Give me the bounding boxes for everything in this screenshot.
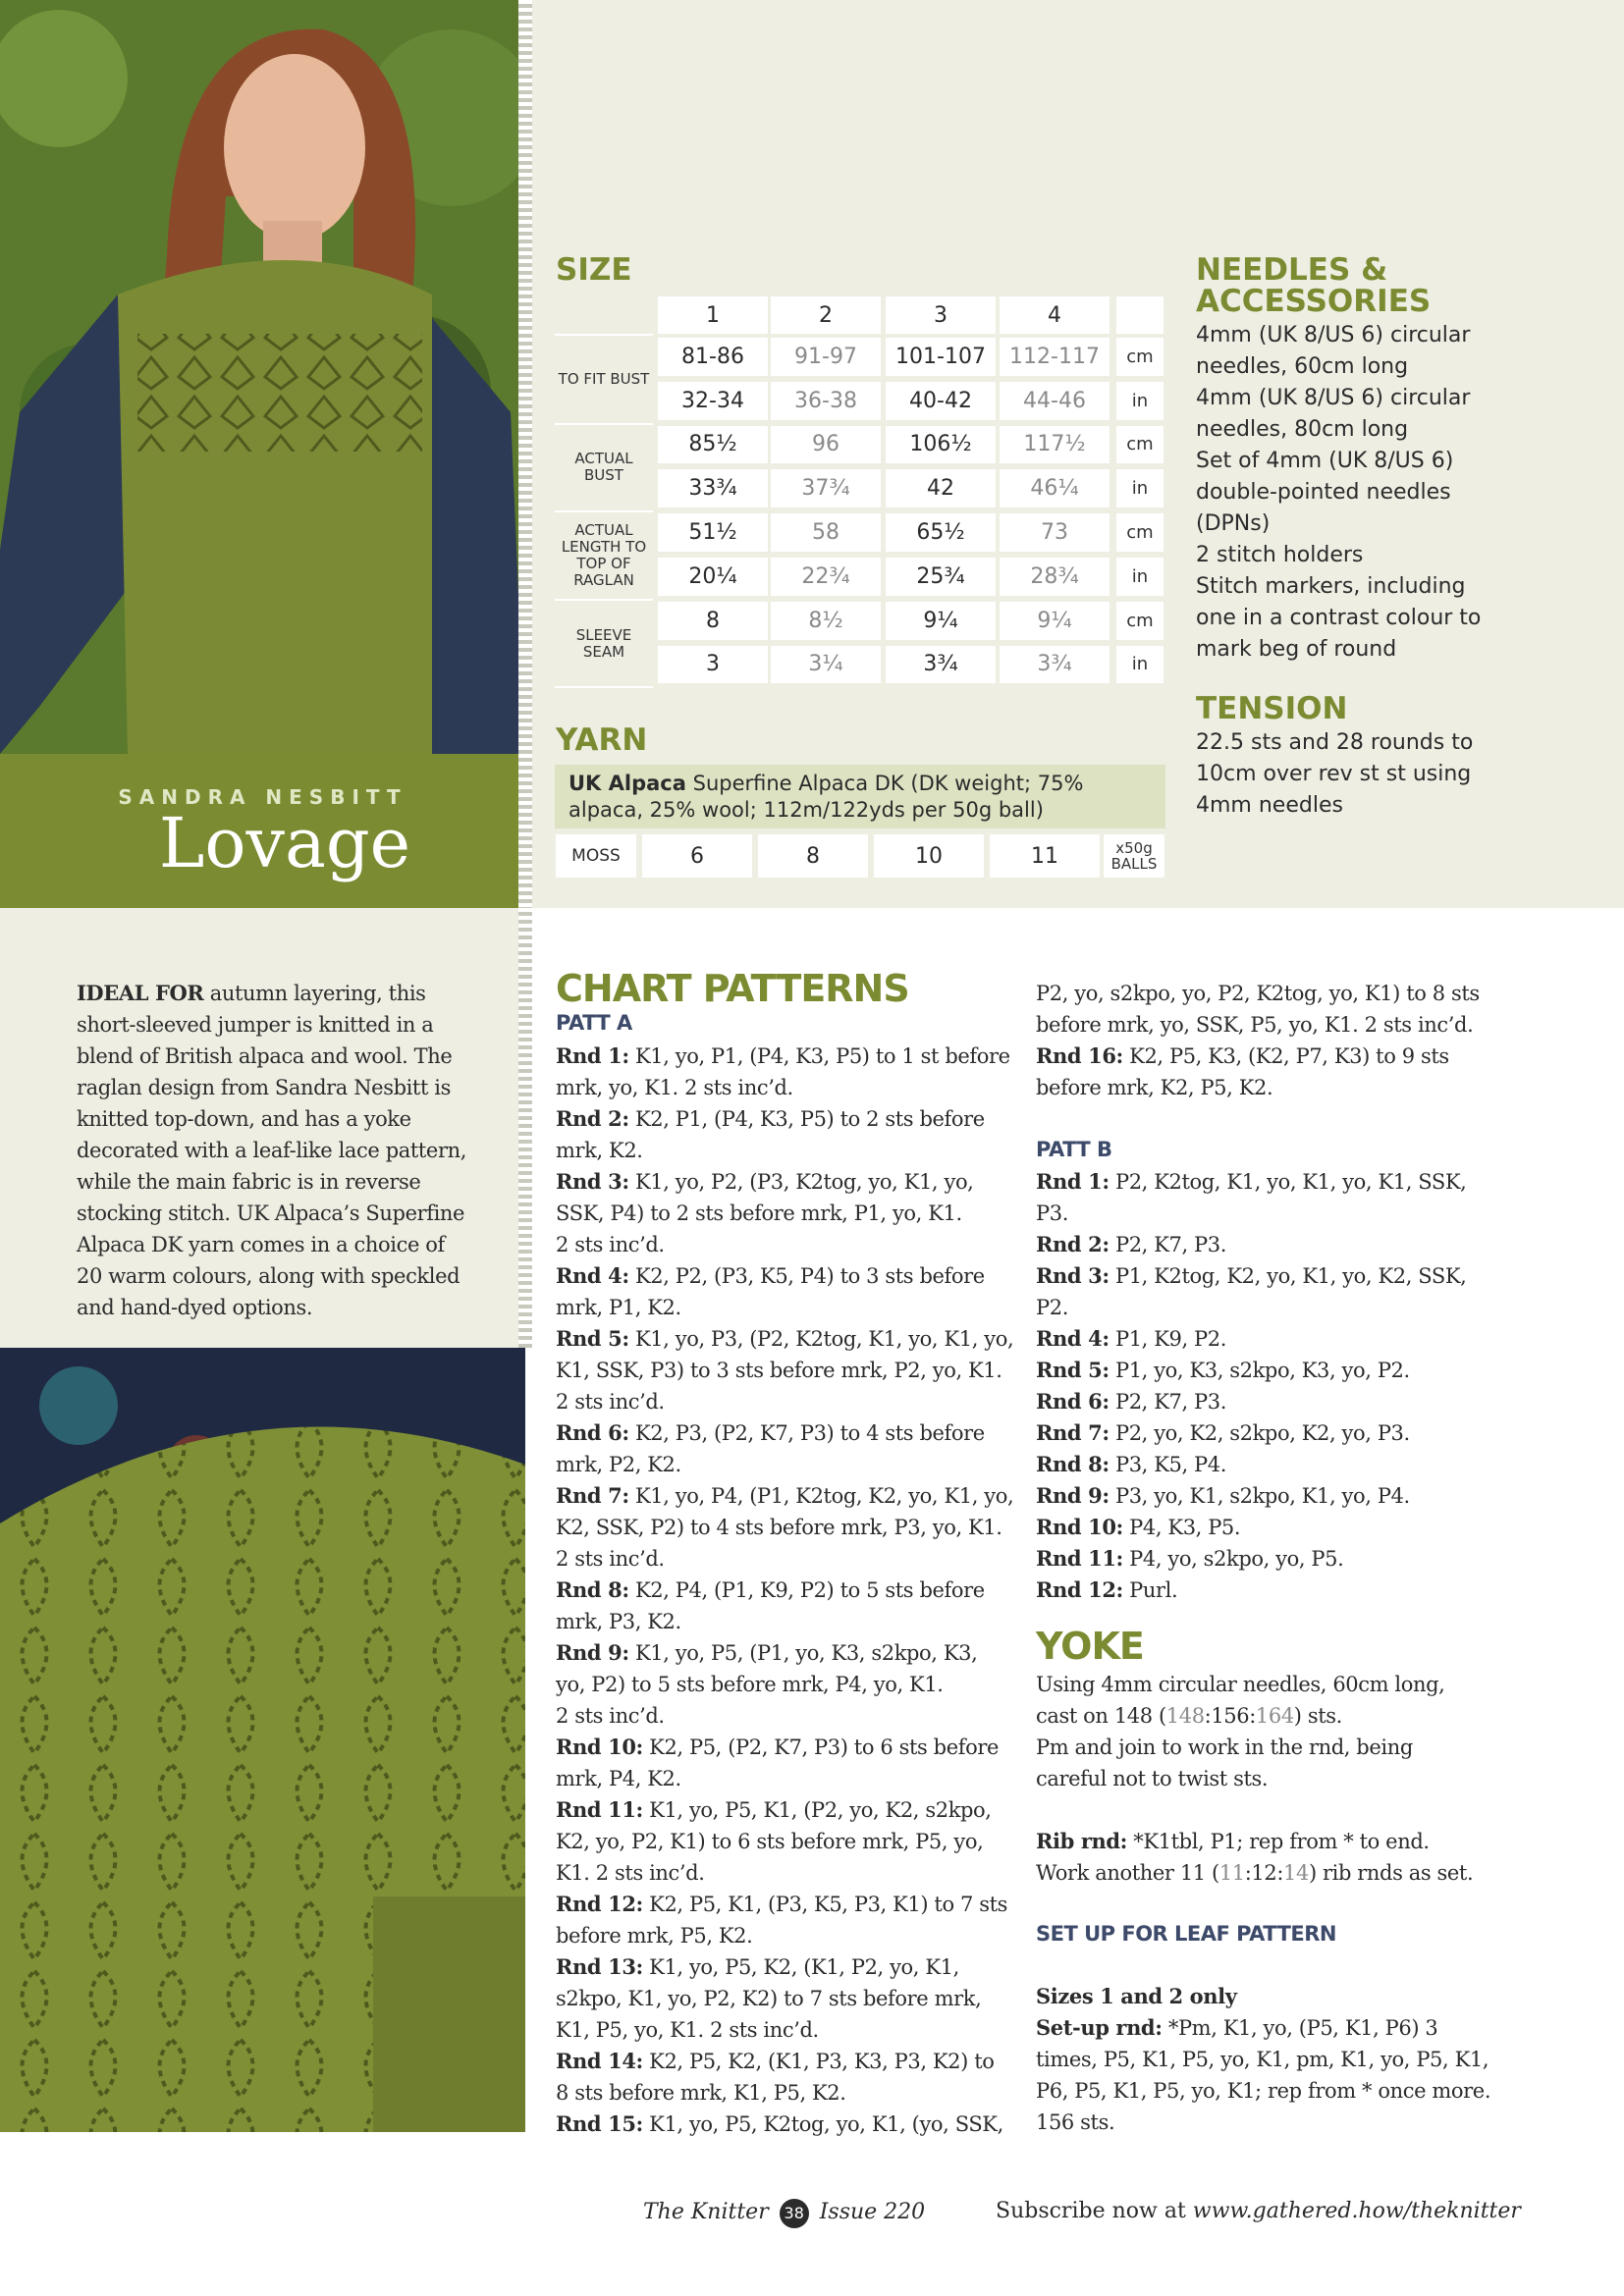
size-row-divider <box>555 334 653 336</box>
instruction-line: Rnd 12: K2, P5, K1, (P3, K5, P3, K1) to 7 sts <box>556 1892 1007 1916</box>
detail-photo-illustration <box>0 1347 525 2132</box>
size-unit: cm <box>1116 513 1164 552</box>
instruction-line: Rnd 5: P1, yo, K3, s2kpo, K3, yo, P2. <box>1036 1358 1410 1382</box>
needles-line: 4mm (UK 8/US 6) circular <box>1196 386 1471 410</box>
instruction-line: Rnd 9: P3, yo, K1, s2kpo, K1, yo, P4. <box>1036 1483 1410 1508</box>
instruction-line: before mrk, yo, SSK, P5, yo, K1. 2 sts inc’d. <box>1036 1013 1474 1037</box>
needles-line: Set of 4mm (UK 8/US 6) <box>1196 449 1454 473</box>
footer-magazine: The Knitter 38 Issue 220 <box>643 2199 925 2228</box>
instruction-line: Rnd 2: P2, K7, P3. <box>1036 1232 1226 1256</box>
intro-line: raglan design from Sandra Nesbitt is <box>77 1076 451 1099</box>
size-value: 3 <box>658 646 768 684</box>
size-row-divider <box>555 423 653 425</box>
size-value: 65½ <box>886 513 996 552</box>
size-value: 51½ <box>658 513 768 552</box>
instruction-line: Rnd 5: K1, yo, P3, (P2, K2tog, K1, yo, K1, yo, <box>556 1326 1014 1351</box>
instruction-line: Rnd 14: K2, P5, K2, (K1, P3, K3, P3, K2) to <box>556 2049 995 2073</box>
instruction-line: K1, SSK, P3) to 3 sts before mrk, P2, yo, K1. <box>556 1359 1002 1382</box>
instruction-line: Rnd 9: K1, yo, P5, (P1, yo, K3, s2kpo, K3, <box>556 1640 978 1665</box>
patt-a-instructions <box>556 1041 1013 2140</box>
yarn-heading: YARN <box>556 722 648 758</box>
size-value: 33¾ <box>658 469 768 507</box>
tension-text <box>1196 727 1473 822</box>
instruction-line: Rnd 13: K1, yo, P5, K2, (K1, P2, yo, K1, <box>556 1954 959 1979</box>
yoke-line-1: Using 4mm circular needles, 60cm long, <box>1036 1673 1445 1696</box>
instruction-line: Rnd 11: K1, yo, P5, K1, (P2, yo, K2, s2kpo, <box>556 1797 992 1822</box>
instruction-line: Rnd 7: P2, yo, K2, s2kpo, K2, yo, P3. <box>1036 1420 1410 1445</box>
instruction-line: 2 sts inc’d. <box>556 1390 665 1414</box>
intro-line: stocking stitch. UK Alpaca’s Superfine <box>77 1201 465 1225</box>
tension-heading: TENSION <box>1196 691 1348 726</box>
size-value: 37¾ <box>771 469 881 507</box>
intro-line: blend of British alpaca and wool. The <box>77 1044 453 1068</box>
size-value: 81-86 <box>658 338 768 376</box>
size-unit: in <box>1116 382 1164 420</box>
instruction-line: mrk, yo, K1. 2 sts inc’d. <box>556 1076 793 1099</box>
size-value: 101-107 <box>886 338 996 376</box>
instruction-line: Rnd 4: P1, K9, P2. <box>1036 1326 1226 1351</box>
size-value: 3¾ <box>1000 646 1110 684</box>
intro-line: 20 warm colours, along with speckled <box>77 1264 460 1288</box>
instruction-line: Set-up rnd: *Pm, K1, yo, (P5, K1, P6) 3 <box>1036 2015 1438 2040</box>
size-value: 42 <box>886 469 996 507</box>
setup-heading: SET UP FOR LEAF PATTERN <box>1036 1922 1336 1946</box>
size-unit: cm <box>1116 426 1164 464</box>
size-value: 58 <box>771 513 881 552</box>
footer-subscribe: Subscribe now at www.gathered.how/theknitter <box>996 2199 1521 2223</box>
yoke-line-3: Pm and join to work in the rnd, being <box>1036 1735 1413 1759</box>
instruction-line: 8 sts before mrk, K1, P5, K2. <box>556 2081 846 2105</box>
size-value: 91-97 <box>771 338 881 376</box>
size-unit-blank <box>1116 296 1164 334</box>
size-unit: in <box>1116 469 1164 507</box>
instruction-line: Rnd 1: K1, yo, P1, (P4, K3, P5) to 1 st before <box>556 1043 1010 1068</box>
intro-text <box>77 978 509 1323</box>
needles-line: one in a contrast colour to <box>1196 606 1482 630</box>
yarn-balls: 6 <box>642 834 752 878</box>
instruction-line: 2 sts inc’d. <box>556 1547 665 1571</box>
needles-line: mark beg of round <box>1196 637 1397 662</box>
instruction-line: Rnd 8: K2, P4, (P1, K9, P2) to 5 sts before <box>556 1577 985 1602</box>
instruction-line: mrk, P1, K2. <box>556 1296 681 1319</box>
size-row-label: ACTUAL LENGTH TO TOP OF RAGLAN <box>561 520 647 589</box>
size-value: 22¾ <box>771 558 881 596</box>
size-row-divider <box>555 599 653 601</box>
size-value: 9¼ <box>1000 602 1110 640</box>
yarn-unit <box>1104 834 1164 878</box>
size-value: 44-46 <box>1000 382 1110 420</box>
intro-line: Alpaca DK yarn comes in a choice of <box>77 1233 445 1256</box>
needles-line: needles, 80cm long <box>1196 417 1409 442</box>
yarn-colour: MOSS <box>556 834 636 878</box>
needles-line: 2 stitch holders <box>1196 543 1364 567</box>
patt-b-heading: PATT B <box>1036 1138 1112 1161</box>
yoke-instructions <box>1036 1669 1473 1889</box>
intro-line: short-sleeved jumper is knitted in a <box>77 1013 434 1037</box>
size-row-label: ACTUAL BUST <box>574 450 633 485</box>
size-value: 112-117 <box>1000 338 1110 376</box>
yarn-balls: 8 <box>758 834 868 878</box>
instruction-line: mrk, P2, K2. <box>556 1453 681 1476</box>
instruction-line: Rnd 3: K1, yo, P2, (P3, K2tog, yo, K1, yo, <box>556 1169 974 1194</box>
instruction-line: 2 sts inc’d. <box>556 1233 665 1256</box>
size-value: 20¼ <box>658 558 768 596</box>
instruction-line: 2 sts inc’d. <box>556 1704 665 1728</box>
size-column-header: 3 <box>886 296 996 334</box>
size-value: 85½ <box>658 426 768 464</box>
pattern-title: Lovage <box>158 803 411 883</box>
size-value: 40-42 <box>886 382 996 420</box>
size-value: 73 <box>1000 513 1110 552</box>
model-photo-illustration <box>0 0 525 754</box>
instruction-line: Rnd 6: P2, K7, P3. <box>1036 1389 1226 1414</box>
size-heading: SIZE <box>556 252 632 288</box>
size-column-header: 1 <box>658 296 768 334</box>
zigzag-divider <box>518 0 532 908</box>
instruction-line: Rnd 1: P2, K2tog, K1, yo, K1, yo, K1, SSK, <box>1036 1169 1467 1194</box>
tension-line: 4mm needles <box>1196 793 1343 818</box>
instruction-line: K2, yo, P2, K1) to 6 sts before mrk, P5, yo, <box>556 1830 984 1853</box>
instruction-line: K1. 2 sts inc’d. <box>556 1861 705 1885</box>
instruction-line: P3. <box>1036 1201 1068 1225</box>
instruction-line: Rnd 11: P4, yo, s2kpo, yo, P5. <box>1036 1546 1344 1571</box>
size-value: 8½ <box>771 602 881 640</box>
size-value: 25¾ <box>886 558 996 596</box>
instruction-line: yo, P2) to 5 sts before mrk, P4, yo, K1. <box>556 1673 944 1696</box>
size-value: 3¼ <box>771 646 881 684</box>
size-row-label: SLEEVE SEAM <box>575 625 632 661</box>
instruction-line: mrk, P4, K2. <box>556 1767 681 1790</box>
patt-a-heading: PATT A <box>556 1011 632 1035</box>
rib-work-line: Work another 11 (11:12:14) rib rnds as set. <box>1036 1861 1474 1885</box>
yarn-unit-line1: x50g <box>1115 839 1153 857</box>
model-photo <box>0 0 525 754</box>
intro-line: and hand-dyed options. <box>77 1296 313 1319</box>
instruction-line: s2kpo, K1, yo, P2, K2) to 7 sts before mrk, <box>556 1987 982 2010</box>
instruction-line: K1, P5, yo, K1. 2 sts inc’d. <box>556 2018 819 2042</box>
intro-line: while the main fabric is in reverse <box>77 1170 421 1194</box>
yarn-description <box>568 771 1158 824</box>
instruction-line: 156 sts. <box>1036 2110 1115 2134</box>
tension-line: 22.5 sts and 28 rounds to <box>1196 730 1474 755</box>
patt-b-instructions <box>1036 1166 1466 1606</box>
size-value: 117½ <box>1000 426 1110 464</box>
instruction-line: Rnd 3: P1, K2tog, K2, yo, K1, yo, K2, SSK, <box>1036 1263 1467 1288</box>
needles-line: (DPNs) <box>1196 511 1271 536</box>
instruction-line: K2, SSK, P2) to 4 sts before mrk, P3, yo, K1. <box>556 1516 1002 1539</box>
needles-heading-line1: NEEDLES & <box>1196 252 1388 288</box>
needles-heading <box>1196 254 1431 317</box>
yarn-details: Superfine Alpaca DK (DK weight; 75% alpaca, 25% wool; 112m/122yds per 50g ball) <box>568 772 1084 822</box>
size-row-divider <box>555 686 653 688</box>
subscribe-link[interactable]: www.gathered.how/theknitter <box>1192 2199 1521 2223</box>
instruction-line: before mrk, K2, P5, K2. <box>1036 1076 1273 1099</box>
instruction-line: Rnd 16: K2, P5, K3, (K2, P7, K3) to 9 sts <box>1036 1043 1449 1068</box>
instruction-line: SSK, P4) to 2 sts before mrk, P1, yo, K1. <box>556 1201 962 1225</box>
instruction-line: Rnd 2: K2, P1, (P4, K3, P5) to 2 sts before <box>556 1106 985 1131</box>
chart-patterns-heading: CHART PATTERNS <box>556 967 909 1010</box>
yarn-balls: 10 <box>874 834 984 878</box>
size-row-divider <box>555 510 653 512</box>
size-unit: cm <box>1116 338 1164 376</box>
yoke-line-2: cast on 148 (148:156:164) sts. <box>1036 1704 1342 1728</box>
instruction-line: Rnd 6: K2, P3, (P2, K7, P3) to 4 sts before <box>556 1420 985 1445</box>
needles-line: needles, 60cm long <box>1196 354 1409 379</box>
page-number: 38 <box>780 2199 809 2228</box>
yarn-brand: UK Alpaca <box>568 772 686 795</box>
size-column-header: 4 <box>1000 296 1110 334</box>
needles-line: Stitch markers, including <box>1196 574 1466 599</box>
instruction-line: P2. <box>1036 1296 1068 1319</box>
size-unit: cm <box>1116 602 1164 640</box>
size-value: 46¼ <box>1000 469 1110 507</box>
instruction-line: mrk, K2. <box>556 1139 643 1162</box>
setup-instructions <box>1036 2012 1490 2138</box>
intro-lead: IDEAL FOR <box>77 981 204 1005</box>
instruction-line: mrk, P3, K2. <box>556 1610 681 1633</box>
zigzag-divider-lower <box>518 908 532 1348</box>
size-row-label: TO FIT BUST <box>558 370 650 389</box>
intro-line: knitted top-down, and has a yoke <box>77 1107 411 1131</box>
yoke-line-4: careful not to twist sts. <box>1036 1767 1269 1790</box>
yarn-balls: 11 <box>990 834 1100 878</box>
author-name: SANDRA NESBITT <box>118 785 407 809</box>
instruction-line: times, P5, K1, P5, yo, K1, pm, K1, yo, P5, K1, <box>1036 2048 1489 2071</box>
size-value: 96 <box>771 426 881 464</box>
detail-photo <box>0 1347 525 2132</box>
size-value: 28¾ <box>1000 558 1110 596</box>
rib-round: Rib rnd: *K1tbl, P1; rep from * to end. <box>1036 1829 1430 1853</box>
yoke-heading: YOKE <box>1036 1625 1144 1668</box>
size-value: 9¼ <box>886 602 996 640</box>
needles-line: 4mm (UK 8/US 6) circular <box>1196 323 1471 347</box>
needles-heading-line2: ACCESSORIES <box>1196 284 1432 319</box>
size-column-header: 2 <box>771 296 881 334</box>
instruction-line: Rnd 12: Purl. <box>1036 1577 1178 1602</box>
yarn-unit-line2: BALLS <box>1110 855 1158 873</box>
size-unit: in <box>1116 646 1164 684</box>
tension-line: 10cm over rev st st using <box>1196 762 1472 786</box>
size-value: 106½ <box>886 426 996 464</box>
instruction-line: Rnd 8: P3, K5, P4. <box>1036 1452 1226 1476</box>
instruction-line: Rnd 15: K1, yo, P5, K2tog, yo, K1, (yo, SSK, <box>556 2111 1003 2136</box>
instruction-line: P2, yo, s2kpo, yo, P2, K2tog, yo, K1) to 8 sts <box>1036 982 1480 1005</box>
sizes-heading: Sizes 1 and 2 only <box>1036 1984 1237 2008</box>
size-unit: in <box>1116 558 1164 596</box>
needles-list <box>1196 320 1481 666</box>
instruction-line: Rnd 10: P4, K3, P5. <box>1036 1515 1241 1539</box>
patt-a-continued <box>1036 978 1480 1103</box>
size-value: 8 <box>658 602 768 640</box>
instruction-line: Rnd 4: K2, P2, (P3, K5, P4) to 3 sts before <box>556 1263 985 1288</box>
instruction-line: before mrk, P5, K2. <box>556 1924 753 1948</box>
size-value: 3¾ <box>886 646 996 684</box>
size-value: 32-34 <box>658 382 768 420</box>
needles-line: double-pointed needles <box>1196 480 1451 505</box>
instruction-line: P6, P5, K1, P5, yo, K1; rep from * once more. <box>1036 2079 1491 2103</box>
instruction-line: Rnd 10: K2, P5, (P2, K7, P3) to 6 sts before <box>556 1735 1000 1759</box>
size-value: 36-38 <box>771 382 881 420</box>
instruction-line: Rnd 7: K1, yo, P4, (P1, K2tog, K2, yo, K1, yo, <box>556 1483 1014 1508</box>
intro-line: IDEAL FOR autumn layering, this <box>77 981 426 1005</box>
intro-line: decorated with a leaf-like lace pattern, <box>77 1139 466 1162</box>
